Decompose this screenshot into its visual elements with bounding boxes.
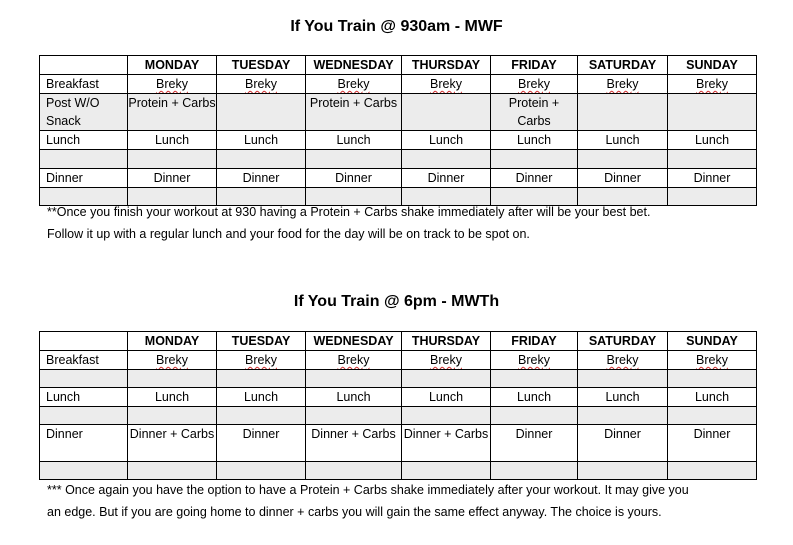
meal-cell [128,462,217,480]
table-row [40,388,757,407]
meal-cell: Dinner + Carbs [128,425,217,462]
meal-cell [306,150,402,169]
row-label: Dinner [40,425,128,462]
meal-cell: Breky [306,351,402,370]
meal-cell [578,94,668,131]
meal-cell [217,150,306,169]
meal-cell: Lunch [491,388,578,407]
meal-cell: Dinner [217,425,306,462]
meal-cell [128,150,217,169]
row-label [40,150,128,169]
meal-cell: Dinner [668,425,757,462]
table-row [40,462,757,480]
meal-cell: Dinner [217,169,306,188]
meal-cell [578,462,668,480]
meal-cell: Lunch [491,131,578,150]
day-header: WEDNESDAY [306,332,402,351]
note-line: *** Once again you have the option to have a Protein + Carbs shake immediately after your workout. It may give you [47,483,689,497]
note-930am [47,201,757,245]
day-header: FRIDAY [491,332,578,351]
meal-cell [128,370,217,388]
schedule-table-6pm [39,331,757,480]
meal-cell: Lunch [306,388,402,407]
meal-cell [491,150,578,169]
meal-cell [217,407,306,425]
row-label [40,370,128,388]
meal-cell [217,462,306,480]
meal-cell: Breky [578,75,668,94]
table-row [40,425,757,462]
table-row [40,351,757,370]
table-row [40,169,757,188]
meal-cell [578,370,668,388]
meal-cell: Breky [128,75,217,94]
day-header: THURSDAY [402,332,491,351]
meal-cell: Breky [668,75,757,94]
day-header: WEDNESDAY [306,56,402,75]
meal-cell [402,94,491,131]
section2-title: If You Train @ 6pm - MWTh [293,293,500,310]
note-line: Follow it up with a regular lunch and your food for the day will be on track to be spot on. [47,227,530,241]
day-header: SATURDAY [578,56,668,75]
table-row [40,370,757,388]
table-row [40,407,757,425]
header-row [40,332,757,351]
meal-cell: Lunch [217,131,306,150]
meal-cell: Dinner [402,169,491,188]
meal-cell: Breky [217,351,306,370]
row-label: Post W/O Snack [40,94,128,131]
table-row [40,75,757,94]
row-label [40,407,128,425]
meal-cell [128,407,217,425]
row-label: Breakfast [40,351,128,370]
meal-cell [578,407,668,425]
meal-cell [668,150,757,169]
meal-cell [578,150,668,169]
day-header: TUESDAY [217,332,306,351]
meal-cell: Lunch [668,131,757,150]
day-header: FRIDAY [491,56,578,75]
meal-cell: Lunch [668,388,757,407]
meal-cell: Breky [578,351,668,370]
day-header: MONDAY [128,56,217,75]
meal-cell [402,407,491,425]
meal-cell: Dinner [128,169,217,188]
meal-cell [668,370,757,388]
meal-cell [668,407,757,425]
row-label: Lunch [40,388,128,407]
meal-cell: Lunch [578,131,668,150]
meal-cell: Dinner [491,425,578,462]
section1-title: If You Train @ 930am - MWF [290,18,503,35]
meal-cell [217,370,306,388]
meal-cell: Dinner [306,169,402,188]
meal-cell: Breky [668,351,757,370]
meal-cell: Lunch [217,388,306,407]
note-6pm [47,479,757,523]
day-header: MONDAY [128,332,217,351]
row-label: Lunch [40,131,128,150]
table-body [40,75,757,206]
meal-cell [306,407,402,425]
meal-cell: Breky [402,351,491,370]
meal-cell: Dinner [491,169,578,188]
note-line: **Once you finish your workout at 930 having a Protein + Carbs shake immediately after will be your best bet. [47,205,651,219]
meal-cell: Breky [491,75,578,94]
meal-cell [668,94,757,131]
meal-cell [491,407,578,425]
meal-cell: Dinner [578,169,668,188]
row-label: Breakfast [40,75,128,94]
meal-cell: Breky [217,75,306,94]
meal-cell: Protein + Carbs [306,94,402,131]
meal-cell: Lunch [128,131,217,150]
corner-cell [40,56,128,75]
meal-cell [491,370,578,388]
table-body [40,351,757,480]
meal-cell: Dinner [578,425,668,462]
meal-cell: Lunch [128,388,217,407]
meal-cell: Lunch [306,131,402,150]
meal-cell [491,462,578,480]
meal-cell: Dinner + Carbs [402,425,491,462]
row-label [40,462,128,480]
day-header: SATURDAY [578,332,668,351]
day-header: TUESDAY [217,56,306,75]
corner-cell [40,332,128,351]
meal-cell: Lunch [402,131,491,150]
day-header: THURSDAY [402,56,491,75]
day-header: SUNDAY [668,332,757,351]
meal-cell: Breky [306,75,402,94]
note-line: an edge. But if you are going home to dinner + carbs you will gain the same effect anyway. The choice is yours. [47,505,662,519]
schedule-table-930am [39,55,757,206]
meal-cell: Breky [128,351,217,370]
meal-cell: Dinner [668,169,757,188]
meal-cell [402,462,491,480]
table-row [40,150,757,169]
meal-cell: Dinner + Carbs [306,425,402,462]
header-row [40,56,757,75]
table-row [40,94,757,131]
meal-cell: Protein + Carbs [491,94,578,131]
meal-cell [306,370,402,388]
day-header: SUNDAY [668,56,757,75]
meal-cell: Breky [402,75,491,94]
row-label: Dinner [40,169,128,188]
meal-cell [668,462,757,480]
meal-cell [402,150,491,169]
meal-cell: Protein + Carbs [128,94,217,131]
meal-cell: Lunch [578,388,668,407]
meal-cell: Breky [491,351,578,370]
meal-cell [402,370,491,388]
table-row [40,131,757,150]
meal-cell [306,462,402,480]
meal-cell: Lunch [402,388,491,407]
meal-cell [217,94,306,131]
